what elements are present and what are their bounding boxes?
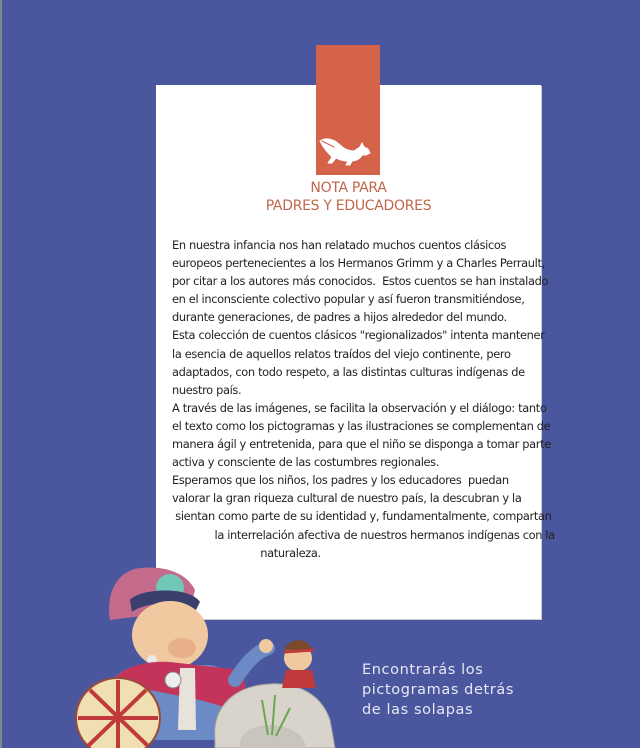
header-tab: [316, 45, 380, 175]
body-line: por citar a los autores más conocidos. Estos cuentos se han instalado: [172, 274, 549, 289]
body-line: naturaleza.: [172, 545, 321, 560]
note-line-3: de las solapas: [362, 702, 474, 718]
body-line: en el inconsciente colectivo popular y así fueron transmitiéndose,: [172, 292, 525, 307]
body-line: manera ágil y entretenida, para que el niño se disponga a tomar parte: [172, 437, 551, 452]
body-line: adaptados, con todo respeto, a las distintas culturas indígenas de: [172, 364, 525, 379]
illustration-grandmother-child: [0, 540, 340, 748]
body-line: En nuestra infancia nos han relatado muchos cuentos clásicos: [172, 238, 507, 252]
body-line: la esencia de aquellos relatos traídos del viejo continente, pero: [172, 346, 511, 361]
body-line: valorar la gran riqueza cultural de nuestro país, la descubran y la: [172, 491, 522, 506]
note-line-1: Encontrarás los: [362, 662, 484, 678]
body-line: sientan como parte de su identidad y, fundamentalmente, compartan: [172, 509, 552, 524]
body-line: durante generaciones, de padres a hijos alrededor del mundo.: [172, 310, 507, 325]
note-line-2: pictogramas detrás: [362, 682, 514, 698]
title-line-2: PADRES Y EDUCADORES: [265, 198, 432, 214]
pictograms-note: [362, 660, 514, 720]
body-line: nuestro país.: [172, 382, 242, 397]
title-line-1: NOTA PARA: [310, 180, 387, 196]
page-title: [156, 179, 541, 215]
fox-icon: [316, 131, 380, 171]
body-line: Esperamos que los niños, los padres y los educadores puedan: [172, 473, 509, 488]
body-line: europeos pertenecientes a los Hermanos Grimm y a Charles Perrault,: [172, 256, 545, 271]
body-line: activa y consciente de las costumbres regionales.: [172, 455, 440, 470]
body-line: la interrelación afectiva de nuestros hermanos indígenas con la: [172, 527, 555, 542]
body-line: Esta colección de cuentos clásicos "regionalizados" intenta mantener: [172, 328, 545, 343]
body-line: A través de las imágenes, se facilita la observación y el diálogo: tanto: [172, 400, 547, 415]
body-text: [172, 236, 555, 562]
body-line: el texto como los pictogramas y las ilustraciones se complementan de: [172, 418, 551, 433]
